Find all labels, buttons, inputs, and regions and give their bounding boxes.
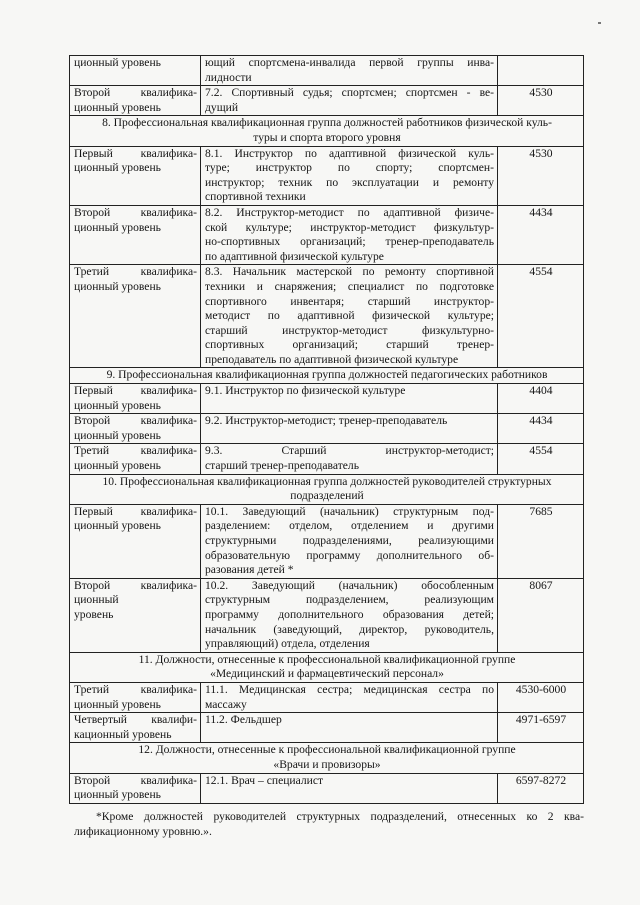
table-row — [70, 384, 584, 414]
position-line: техники и снаряжения; специалист по подготовке — [205, 279, 494, 293]
table-row — [70, 56, 584, 86]
qualification-level-cell — [70, 146, 201, 205]
qualification-level-cell — [70, 265, 201, 368]
qualification-level-cell — [70, 713, 201, 743]
position-line: 9.1. Инструктор по физической культуре — [205, 384, 406, 398]
qualification-level-cell — [70, 384, 201, 414]
position-cell — [201, 773, 498, 803]
position-line: по адаптивной физической культуре — [205, 249, 384, 263]
level-line: Второй квалифика- — [74, 578, 197, 592]
qualification-level-cell — [70, 682, 201, 712]
table-row — [70, 414, 584, 444]
level-line: Первый квалифика- — [74, 146, 197, 160]
position-line: образовательную программу дополнительного об- — [205, 548, 494, 562]
group-header-line: 10. Профессиональная квалификационная группа должностей руководителей структурных — [102, 474, 552, 488]
level-line: Второй квалифика- — [74, 773, 197, 787]
position-line: разделением: отделом, отделением и другими — [205, 519, 494, 533]
position-line: 11.1. Медицинская сестра; медицинская сестра по — [205, 682, 494, 696]
footnote-line: *Кроме должностей руководителей структурных подразделений, отнесенных ко 2 ква- — [96, 810, 584, 823]
position-line: старший инструктор-методист физкультурно- — [205, 323, 494, 337]
position-cell — [201, 86, 498, 116]
position-line: лидности — [205, 70, 252, 84]
position-cell — [201, 56, 498, 86]
qualification-level-cell — [70, 56, 201, 86]
group-header-cell — [70, 368, 584, 384]
group-header-line: 8. Профессиональная квалификационная группа должностей работников физической куль- — [102, 116, 552, 130]
position-line: 10.1. Заведующий (начальник) структурным под- — [205, 504, 494, 518]
group-header-cell — [70, 116, 584, 146]
table-row — [70, 444, 584, 474]
position-line: 8.1. Инструктор по адаптивной физической куль- — [205, 146, 494, 160]
position-line: ской культуре; инструктор-методист физкультур- — [205, 220, 494, 234]
qualification-level-cell — [70, 205, 201, 264]
salary-cell: 4530 — [498, 86, 584, 116]
group-header-line: «Врачи и провизоры» — [273, 757, 381, 771]
group-header-line: 9. Профессиональная квалификационная группа должностей педагогических работников — [106, 368, 548, 382]
position-line: преподаватель по адаптивной физической культуре — [205, 352, 459, 366]
group-header-cell — [70, 652, 584, 682]
position-line: 7.2. Спортивный судья; спортсмен; спортсмен - ве- — [205, 86, 494, 100]
position-line: программу дополнительного образования детей; — [205, 607, 494, 621]
position-line: структурными подразделениями, реализующими — [205, 534, 494, 547]
position-line: 9.3. Старший инструктор-методист; — [205, 444, 494, 458]
group-header-line: «Медицинский и фармацевтический персонал» — [210, 667, 444, 681]
qualification-level-cell — [70, 773, 201, 803]
level-line: Третий квалифика- — [74, 265, 197, 279]
level-line: ционный уровень — [74, 788, 161, 802]
level-line: ционный уровень — [74, 279, 161, 293]
salary-cell: 6597-8272 — [498, 773, 584, 803]
salary-cell: 4530-6000 — [498, 682, 584, 712]
level-line: Первый квалифика- — [74, 384, 197, 398]
qualification-level-cell — [70, 578, 201, 652]
position-cell — [201, 384, 498, 414]
salary-cell — [498, 56, 584, 86]
table-row — [70, 773, 584, 803]
position-line: 9.2. Инструктор-методист; тренер-преподаватель — [205, 414, 448, 428]
table-body — [70, 56, 584, 804]
salary-cell: 4434 — [498, 205, 584, 264]
position-line: 8.2. Инструктор-методист по адаптивной физиче- — [205, 205, 494, 219]
group-header-cell — [70, 474, 584, 504]
group-header-line: туры и спорта второго уровня — [253, 130, 401, 144]
position-line: но-спортивных организаций; тренер-преподаватель — [205, 235, 494, 249]
salary-cell: 4434 — [498, 414, 584, 444]
level-line: ционный уровень — [74, 56, 161, 69]
position-cell — [201, 444, 498, 474]
salary-cell: 4554 — [498, 444, 584, 474]
group-header-line: 11. Должности, отнесенные к профессиональной квалификационной группе — [138, 652, 516, 666]
group-header-line: 12. Должности, отнесенные к профессиональной квалификационной группе — [138, 743, 516, 757]
level-line: ционный уровень — [74, 398, 161, 412]
level-line: Второй квалифика- — [74, 205, 197, 219]
salary-cell: 4971-6597 — [498, 713, 584, 743]
group-header-line: подразделений — [290, 489, 364, 503]
qualification-level-cell — [70, 504, 201, 578]
position-line: старший тренер-преподаватель — [205, 459, 360, 473]
level-line: ционный уровень — [74, 100, 161, 114]
footnote — [74, 809, 584, 839]
position-line: спортивных организаций; старший тренер- — [205, 338, 494, 352]
table-row — [70, 205, 584, 264]
position-cell — [201, 713, 498, 743]
group-header-cell — [70, 743, 584, 773]
position-line: туре; инструктор по спорту; спортсмен- — [205, 161, 494, 175]
salary-cell: 4554 — [498, 265, 584, 368]
position-line: структурным подразделением, реализующим — [205, 593, 494, 607]
level-line: ционный уровень — [74, 459, 161, 473]
qualification-level-cell — [70, 414, 201, 444]
position-line: 11.2. Фельдшер — [205, 713, 282, 727]
position-line: ющий спортсмена-инвалида первой группы инва- — [205, 56, 494, 69]
table-row — [70, 86, 584, 116]
level-line: Третий квалифика- — [74, 444, 197, 458]
group-header-row — [70, 116, 584, 146]
level-line: Второй квалифика- — [74, 414, 197, 428]
position-cell — [201, 578, 498, 652]
qualification-salary-table — [69, 55, 584, 804]
position-line: 8.3. Начальник мастерской по ремонту спортивной — [205, 265, 494, 279]
footnote-line: лификационному уровню.». — [74, 825, 212, 838]
group-header-row — [70, 652, 584, 682]
position-cell — [201, 205, 498, 264]
scan-speck — [598, 22, 601, 24]
table-row — [70, 682, 584, 712]
level-line: кационный уровень — [74, 727, 172, 741]
qualification-level-cell — [70, 444, 201, 474]
position-line: массажу — [205, 697, 247, 711]
position-line: разования детей * — [205, 563, 294, 577]
table-row — [70, 713, 584, 743]
level-line: уровень — [74, 607, 114, 621]
level-line: ционный уровень — [74, 519, 161, 533]
salary-cell: 7685 — [498, 504, 584, 578]
position-line: дущий — [205, 100, 239, 114]
position-line: спортивной техники — [205, 190, 306, 204]
table-row — [70, 265, 584, 368]
position-cell — [201, 414, 498, 444]
position-line: 10.2. Заведующий (начальник) обособленным — [205, 578, 494, 592]
level-line: Четвертый квалифи- — [74, 713, 197, 727]
group-header-row — [70, 474, 584, 504]
table-row — [70, 578, 584, 652]
position-cell — [201, 682, 498, 712]
group-header-row — [70, 743, 584, 773]
salary-cell: 4404 — [498, 384, 584, 414]
qualification-level-cell — [70, 86, 201, 116]
group-header-row — [70, 368, 584, 384]
salary-cell: 4530 — [498, 146, 584, 205]
level-line: ционный уровень — [74, 697, 161, 711]
position-line: инструктор; техник по эксплуатации и ремонту — [205, 175, 494, 189]
position-line: 12.1. Врач – специалист — [205, 773, 324, 787]
table-row — [70, 504, 584, 578]
level-line: Второй квалифика- — [74, 86, 197, 100]
position-line: управляющий) отдела, отделения — [205, 637, 370, 651]
position-cell — [201, 146, 498, 205]
level-line: ционный уровень — [74, 161, 161, 175]
level-line: ционный уровень — [74, 428, 161, 442]
level-line: Первый квалифика- — [74, 504, 197, 518]
level-line: ционный уровень — [74, 220, 161, 234]
level-line: Третий квалифика- — [74, 682, 197, 696]
level-line: ционный — [74, 593, 119, 607]
table-row — [70, 146, 584, 205]
salary-cell: 8067 — [498, 578, 584, 652]
position-cell — [201, 504, 498, 578]
position-line: спортивного инвентаря; старший инструктор- — [205, 294, 494, 308]
position-cell — [201, 265, 498, 368]
position-line: методист по адаптивной физической культуре; — [205, 309, 494, 323]
position-line: начальник (заведующий, директор, руководитель, — [205, 622, 494, 636]
